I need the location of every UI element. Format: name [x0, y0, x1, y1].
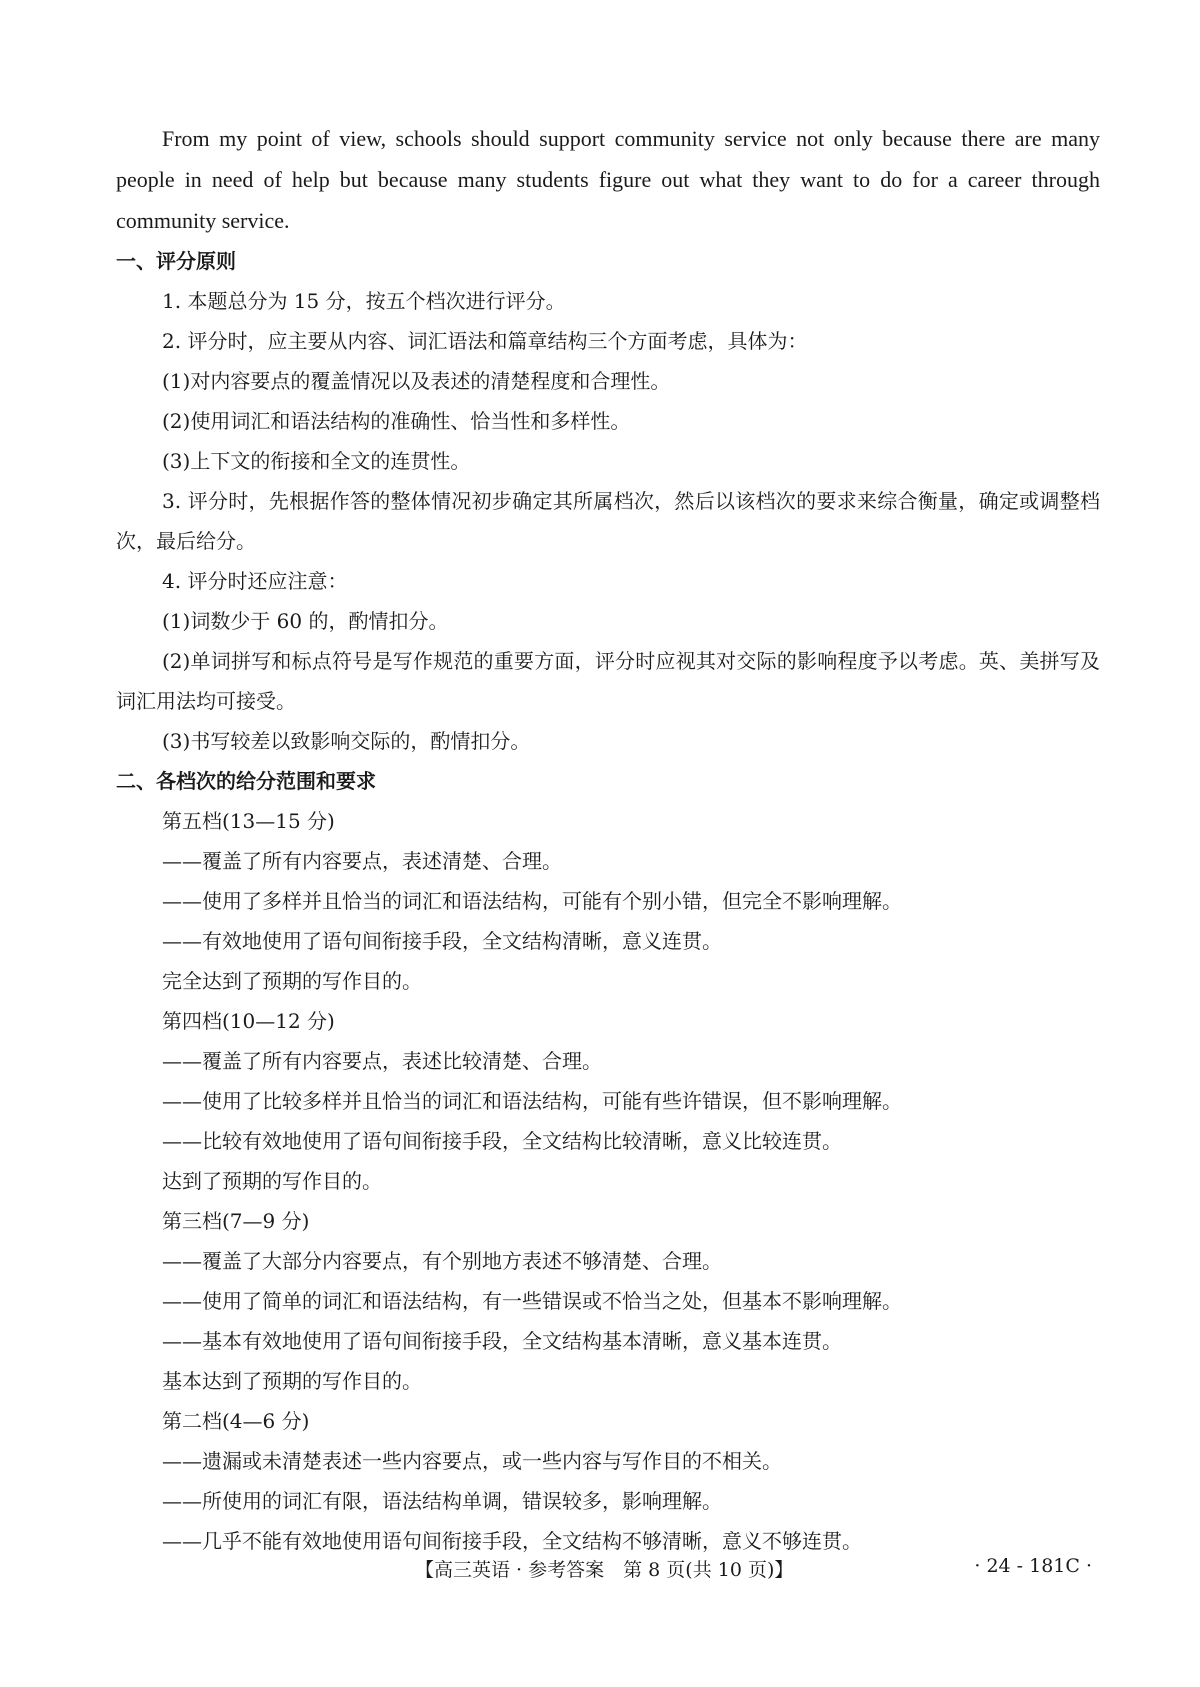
section-heading-score-bands: 二、各档次的给分范围和要求 [116, 769, 376, 793]
tier3-title: 第三档(7—9 分) [162, 1209, 310, 1233]
principle-item-4-2: (2)单词拼写和标点符号是写作规范的重要方面，评分时应视其对交际的影响程度予以考虑。英、美拼写及词汇用法均可接受。 [116, 649, 1100, 713]
tier5-line-2: ——使用了多样并且恰当的词汇和语法结构，可能有个别小错，但完全不影响理解。 [162, 889, 902, 913]
tier3-line-3: ——基本有效地使用了语句间衔接手段，全文结构基本清晰，意义基本连贯。 [162, 1329, 842, 1353]
intro-paragraph: From my point of view, schools should support community service not only because there are many people in need of help but because many students figure out what they want to do for a career through community service. [116, 126, 1100, 233]
document-page [116, 118, 1100, 1561]
tier5-summary: 完全达到了预期的写作目的。 [162, 969, 422, 993]
principle-item-2: 2. 评分时，应主要从内容、词汇语法和篇章结构三个方面考虑，具体为： [162, 329, 808, 353]
tier2-line-2: ——所使用的词汇有限，语法结构单调，错误较多，影响理解。 [162, 1489, 722, 1513]
tier4-line-2: ——使用了比较多样并且恰当的词汇和语法结构，可能有些许错误，但不影响理解。 [162, 1089, 902, 1113]
principle-item-1: 1. 本题总分为 15 分，按五个档次进行评分。 [162, 289, 566, 313]
principle-item-4: 4. 评分时还应注意： [162, 569, 348, 593]
tier2-line-1: ——遗漏或未清楚表述一些内容要点，或一些内容与写作目的不相关。 [162, 1449, 782, 1473]
tier5-line-3: ——有效地使用了语句间衔接手段，全文结构清晰，意义连贯。 [162, 929, 722, 953]
tier3-line-2: ——使用了简单的词汇和语法结构，有一些错误或不恰当之处，但基本不影响理解。 [162, 1289, 902, 1313]
principle-item-2-2: (2)使用词汇和语法结构的准确性、恰当性和多样性。 [162, 409, 631, 433]
principle-item-2-1: (1)对内容要点的覆盖情况以及表述的清楚程度和合理性。 [162, 369, 671, 393]
tier4-line-1: ——覆盖了所有内容要点，表述比较清楚、合理。 [162, 1049, 602, 1073]
principle-item-4-3: (3)书写较差以致影响交际的，酌情扣分。 [162, 729, 531, 753]
tier2-line-3: ——几乎不能有效地使用语句间衔接手段，全文结构不够清晰，意义不够连贯。 [162, 1529, 862, 1553]
tier2-title: 第二档(4—6 分) [162, 1409, 310, 1433]
tier4-title: 第四档(10—12 分) [162, 1009, 335, 1033]
principle-item-4-1: (1)词数少于 60 的，酌情扣分。 [162, 609, 449, 633]
tier4-line-3: ——比较有效地使用了语句间衔接手段，全文结构比较清晰，意义比较连贯。 [162, 1129, 842, 1153]
tier3-summary: 基本达到了预期的写作目的。 [162, 1369, 422, 1393]
principle-item-3: 3. 评分时，先根据作答的整体情况初步确定其所属档次，然后以该档次的要求来综合衡量，确定或调整档次，最后给分。 [116, 489, 1100, 553]
tier4-summary: 达到了预期的写作目的。 [162, 1169, 382, 1193]
tier5-title: 第五档(13—15 分) [162, 809, 335, 833]
section-heading-scoring-principles: 一、评分原则 [116, 249, 236, 273]
footer-doc-code: · 24 - 181C · [974, 1555, 1092, 1577]
tier5-line-1: ——覆盖了所有内容要点，表述清楚、合理。 [162, 849, 562, 873]
page-footer [0, 1555, 1200, 1585]
footer-page-info: 【高三英语 · 参考答案 第 8 页(共 10 页)】 [415, 1559, 794, 1581]
tier3-line-1: ——覆盖了大部分内容要点，有个别地方表述不够清楚、合理。 [162, 1249, 722, 1273]
principle-item-2-3: (3)上下文的衔接和全文的连贯性。 [162, 449, 471, 473]
